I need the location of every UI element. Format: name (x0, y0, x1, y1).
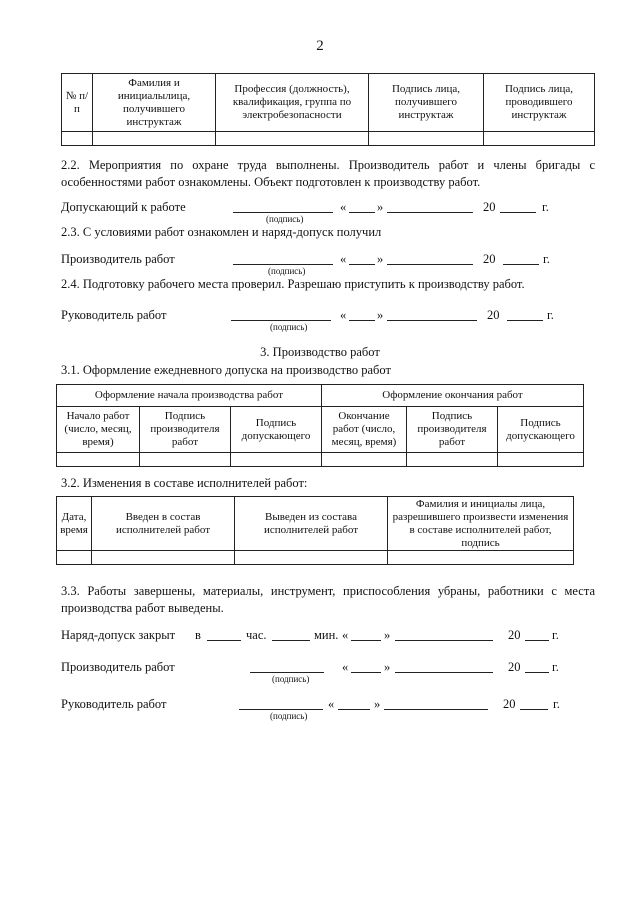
col-date-time: Дата, время (57, 497, 92, 551)
quote-open: « (328, 697, 335, 711)
briefing-table (61, 73, 595, 146)
end-group-header: Оформление окончания работ (322, 385, 584, 407)
producer2-month-field[interactable] (395, 672, 493, 673)
col-name-header: Фамилия и инициалылица, получившего инструктаж (93, 74, 216, 132)
year-suffix: г. (552, 660, 559, 674)
section-2-3: 2.3. С условиями работ ознакомлен и наряд-допуск получил (61, 225, 382, 239)
manager1-month-field[interactable] (387, 320, 477, 321)
year-prefix: 20 (487, 308, 500, 322)
closed-label: Наряд-допуск закрыт (61, 628, 176, 642)
admit-day-field[interactable] (349, 212, 375, 213)
quote-close: » (377, 308, 384, 322)
closed-year-field[interactable] (525, 640, 549, 641)
producer1-year-field[interactable] (503, 264, 539, 265)
section-3-1: 3.1. Оформление ежедневного допуска на производство работ (61, 363, 391, 377)
quote-close: » (384, 628, 391, 642)
manager2-signature-field[interactable] (239, 709, 323, 710)
page-number: 2 (316, 38, 324, 54)
col-added: Введен в состав исполнителей работ (92, 497, 235, 551)
year-prefix: 20 (483, 252, 496, 266)
signature-caption: (подпись) (266, 214, 304, 224)
signature-caption: (подпись) (268, 266, 306, 276)
year-suffix: г. (547, 308, 554, 322)
staff-changes-table (56, 496, 574, 565)
producer2-day-field[interactable] (351, 672, 381, 673)
signature-caption: (подпись) (270, 322, 308, 332)
quote-open: « (340, 252, 347, 266)
admit-year-field[interactable] (500, 212, 536, 213)
year-suffix: г. (542, 200, 549, 214)
section-3-3-line1: 3.3. Работы завершены, материалы, инструмент, приспособления убраны, работники с места (61, 584, 595, 598)
quote-open: « (340, 200, 347, 214)
section-2-2-line1: 2.2. Мероприятия по охране труда выполнены. Производитель работ и члены бригады с (61, 158, 595, 172)
year-prefix: 20 (508, 628, 521, 642)
year-suffix: г. (553, 697, 560, 711)
quote-close: » (384, 660, 391, 674)
producer1-signature-field[interactable] (233, 264, 333, 265)
year-prefix: 20 (483, 200, 496, 214)
table-row (57, 551, 574, 565)
col-profession-header: Профессия (должность), квалификация, группа по электробезопасности (216, 74, 369, 132)
year-suffix: г. (543, 252, 550, 266)
start-group-header: Оформление начала производства работ (57, 385, 322, 407)
closed-minutes-label: мин. (314, 628, 339, 642)
manager1-label: Руководитель работ (61, 308, 167, 322)
manager1-year-field[interactable] (507, 320, 543, 321)
col-end-admitter-sig: Подпись допускающего (498, 407, 584, 453)
section-3-title: 3. Производство работ (260, 345, 380, 359)
col-end-producer-sig: Подпись производителя работ (407, 407, 498, 453)
manager1-day-field[interactable] (349, 320, 375, 321)
admit-label: Допускающий к работе (61, 200, 186, 214)
col-instructor-signature-header: Подпись лица, проводившего инструктаж (484, 74, 595, 132)
table-row (62, 132, 595, 146)
section-2-4: 2.4. Подготовку рабочего места проверил. Разрешаю приступить к производству работ. (61, 277, 525, 291)
manager2-label: Руководитель работ (61, 697, 167, 711)
section-2-2-line2: особенностями работ ознакомлены. Объект подготовлен к производству работ. (61, 175, 481, 189)
section-3-3-line2: производства работ выведены. (61, 601, 224, 615)
col-authorizer: Фамилия и инициалы лица, разрешившего произвести изменения в составе исполнителей работ, подпись (388, 497, 574, 551)
producer2-year-field[interactable] (525, 672, 549, 673)
year-suffix: г. (552, 628, 559, 642)
manager1-signature-field[interactable] (231, 320, 331, 321)
signature-caption: (подпись) (272, 674, 310, 684)
closed-hours-label: час. (246, 628, 267, 642)
col-end-date: Окончание работ (число, месяц, время) (322, 407, 407, 453)
admit-month-field[interactable] (387, 212, 473, 213)
col-start-date: Начало работ (число, месяц, время) (57, 407, 140, 453)
producer1-month-field[interactable] (387, 264, 473, 265)
manager2-day-field[interactable] (338, 709, 370, 710)
signature-caption: (подпись) (270, 711, 308, 721)
producer1-day-field[interactable] (349, 264, 375, 265)
manager2-month-field[interactable] (384, 709, 488, 710)
quote-open: « (340, 308, 347, 322)
col-removed: Выведен из состава исполнителей работ (235, 497, 388, 551)
closed-minutes-field[interactable] (272, 640, 310, 641)
quote-close: » (374, 697, 381, 711)
quote-close: » (377, 252, 384, 266)
quote-open: « (342, 660, 349, 674)
closed-in: в (195, 628, 201, 642)
col-number-header: № п/п (62, 74, 93, 132)
producer1-label: Производитель работ (61, 252, 175, 266)
closed-hours-field[interactable] (207, 640, 241, 641)
col-start-producer-sig: Подпись производителя работ (140, 407, 231, 453)
quote-close: » (377, 200, 384, 214)
year-prefix: 20 (508, 660, 521, 674)
producer2-signature-field[interactable] (250, 672, 324, 673)
table-row (57, 453, 584, 467)
daily-permit-table (56, 384, 584, 467)
manager2-year-field[interactable] (520, 709, 548, 710)
closed-month-field[interactable] (395, 640, 493, 641)
quote-open: « (342, 628, 349, 642)
col-start-admitter-sig: Подпись допускающего (231, 407, 322, 453)
year-prefix: 20 (503, 697, 516, 711)
closed-day-field[interactable] (351, 640, 381, 641)
section-3-2: 3.2. Изменения в составе исполнителей работ: (61, 476, 308, 490)
col-recipient-signature-header: Подпись лица, получившего инструктаж (369, 74, 484, 132)
admit-signature-field[interactable] (233, 212, 333, 213)
producer2-label: Производитель работ (61, 660, 175, 674)
